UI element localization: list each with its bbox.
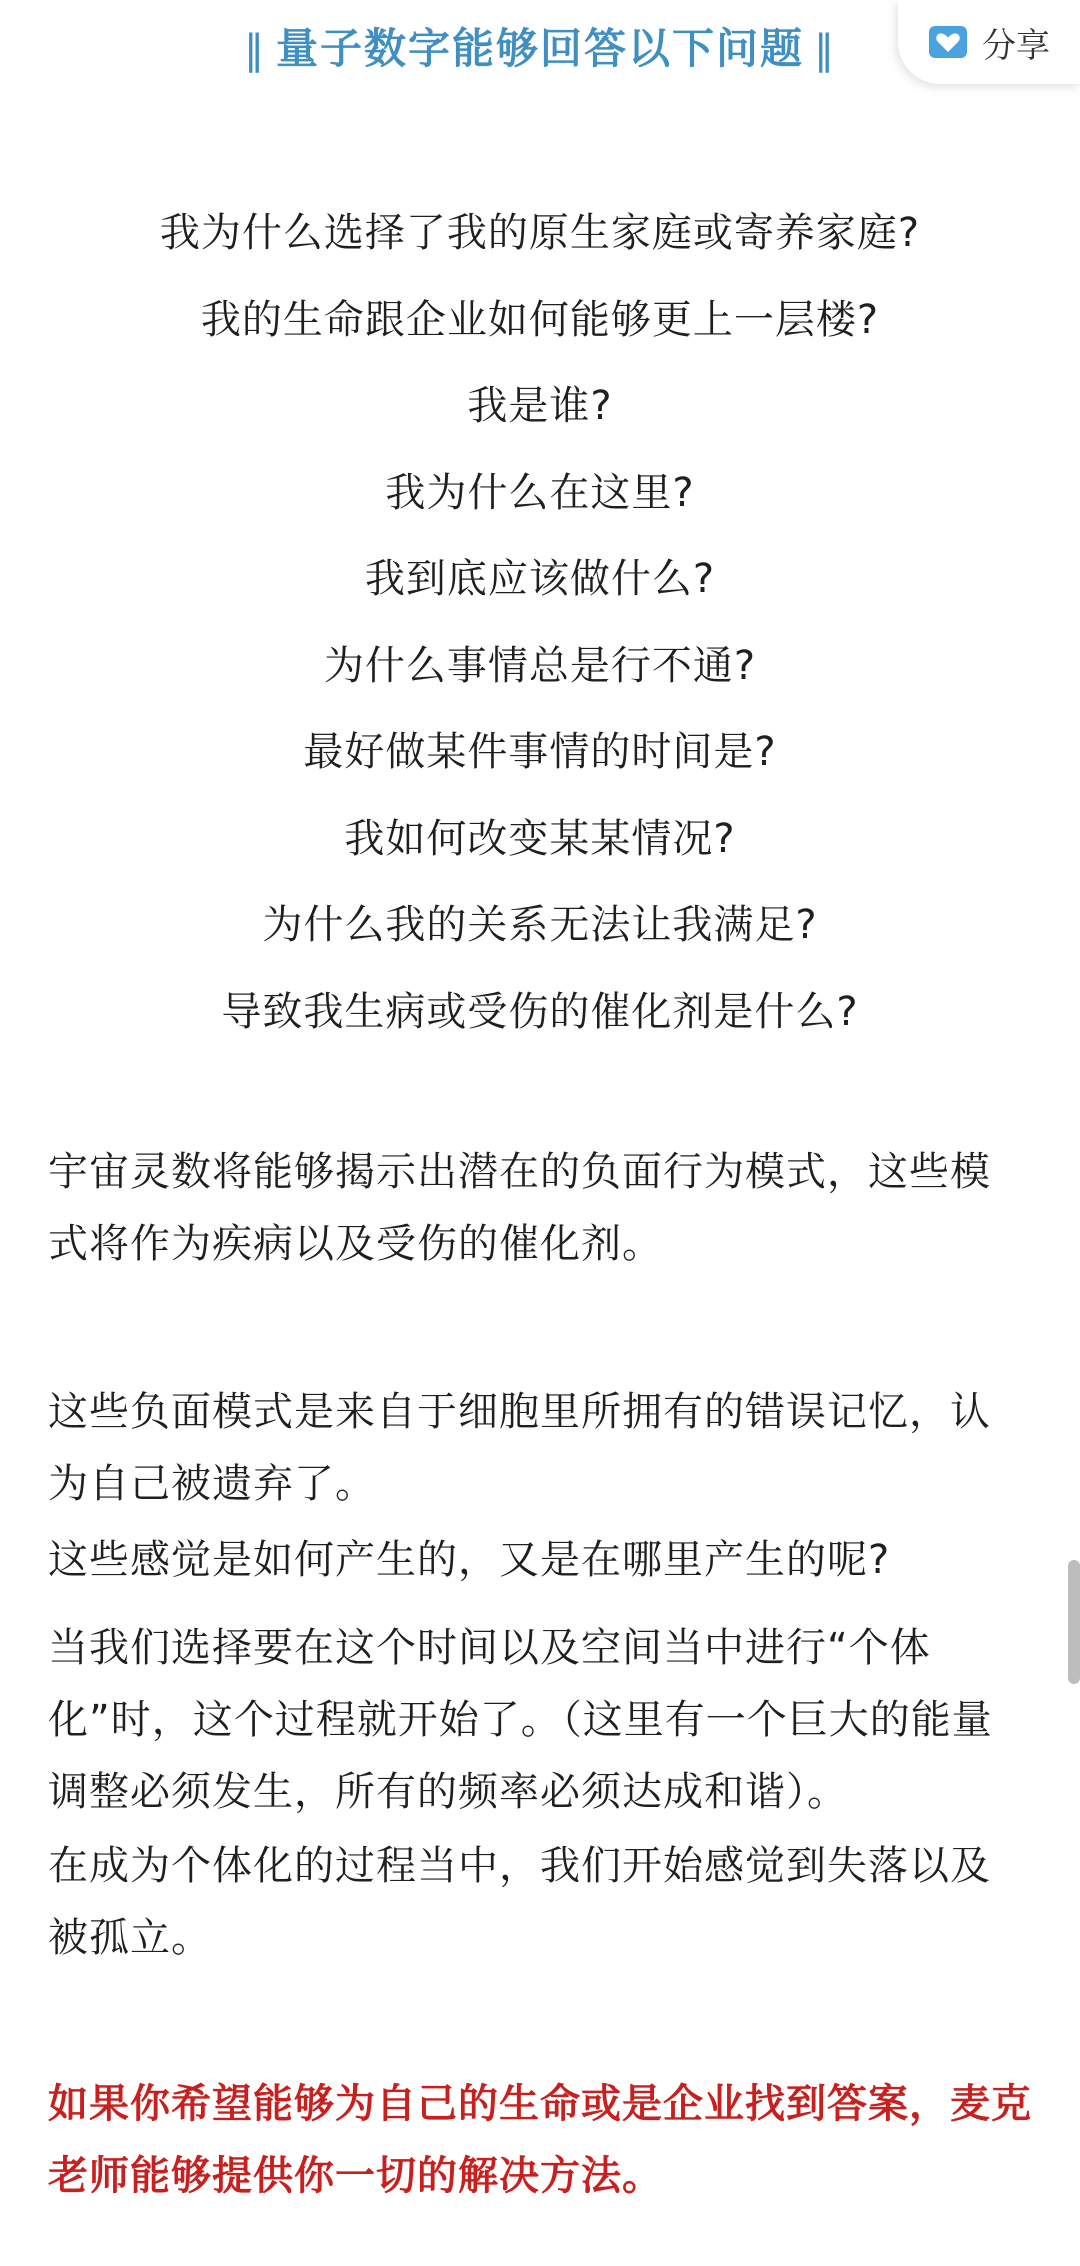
heart-icon [928, 25, 968, 59]
call-to-action-text: 如果你希望能够为自己的生命或是企业找到答案，麦克老师能够提供你一切的解决方法。 [48, 2081, 1032, 2199]
question-item: 为什么我的关系无法让我满足? [262, 902, 818, 948]
question-item: 我到底应该做什么? [364, 556, 716, 602]
question-item: 我的生命跟企业如何能够更上一层楼? [200, 296, 880, 343]
section-title-text: 量子数字能够回答以下问题 [275, 24, 804, 73]
question-item: 我为什么在这里? [385, 469, 695, 516]
title-bar-left: ‖ [243, 27, 266, 73]
question-item: 我如何改变某某情况? [344, 815, 736, 862]
paragraph-individuation: 当我们选择要在这个时间以及空间当中进行“个体化”时，这个过程就开始了。（这里有一个巨大的能量调整必须发生，所有的频率必须达成和谐）。 [48, 1625, 993, 1815]
question-item: 最好做某件事情的时间是? [303, 729, 777, 775]
share-button[interactable] [898, 0, 1080, 84]
paragraph-negative-patterns: 宇宙灵数将能够揭示出潜在的负面行为模式，这些模式将作为疾病以及受伤的催化剂。 [48, 1149, 991, 1267]
question-item: 为什么事情总是行不通? [323, 642, 757, 689]
paragraph-false-memory: 这些负面模式是来自于细胞里所拥有的错误记忆，认为自己被遗弃了。 [48, 1389, 991, 1507]
question-item: 我为什么选择了我的原生家庭或寄养家庭? [159, 210, 921, 256]
scrollbar-thumb[interactable] [1068, 1560, 1080, 1684]
header [0, 0, 1080, 96]
share-label: 分享 [982, 25, 1050, 66]
question-item: 导致我生病或受伤的催化剂是什么? [221, 988, 859, 1035]
title-bar-right: ‖ [814, 27, 836, 73]
paragraph-feelings-origin: 这些感觉是如何产生的，又是在哪里产生的呢? [48, 1537, 891, 1583]
paragraph-isolation: 在成为个体化的过程当中，我们开始感觉到失落以及被孤立。 [48, 1843, 991, 1961]
question-list [0, 190, 1080, 1055]
question-item: 我是谁? [467, 383, 613, 429]
